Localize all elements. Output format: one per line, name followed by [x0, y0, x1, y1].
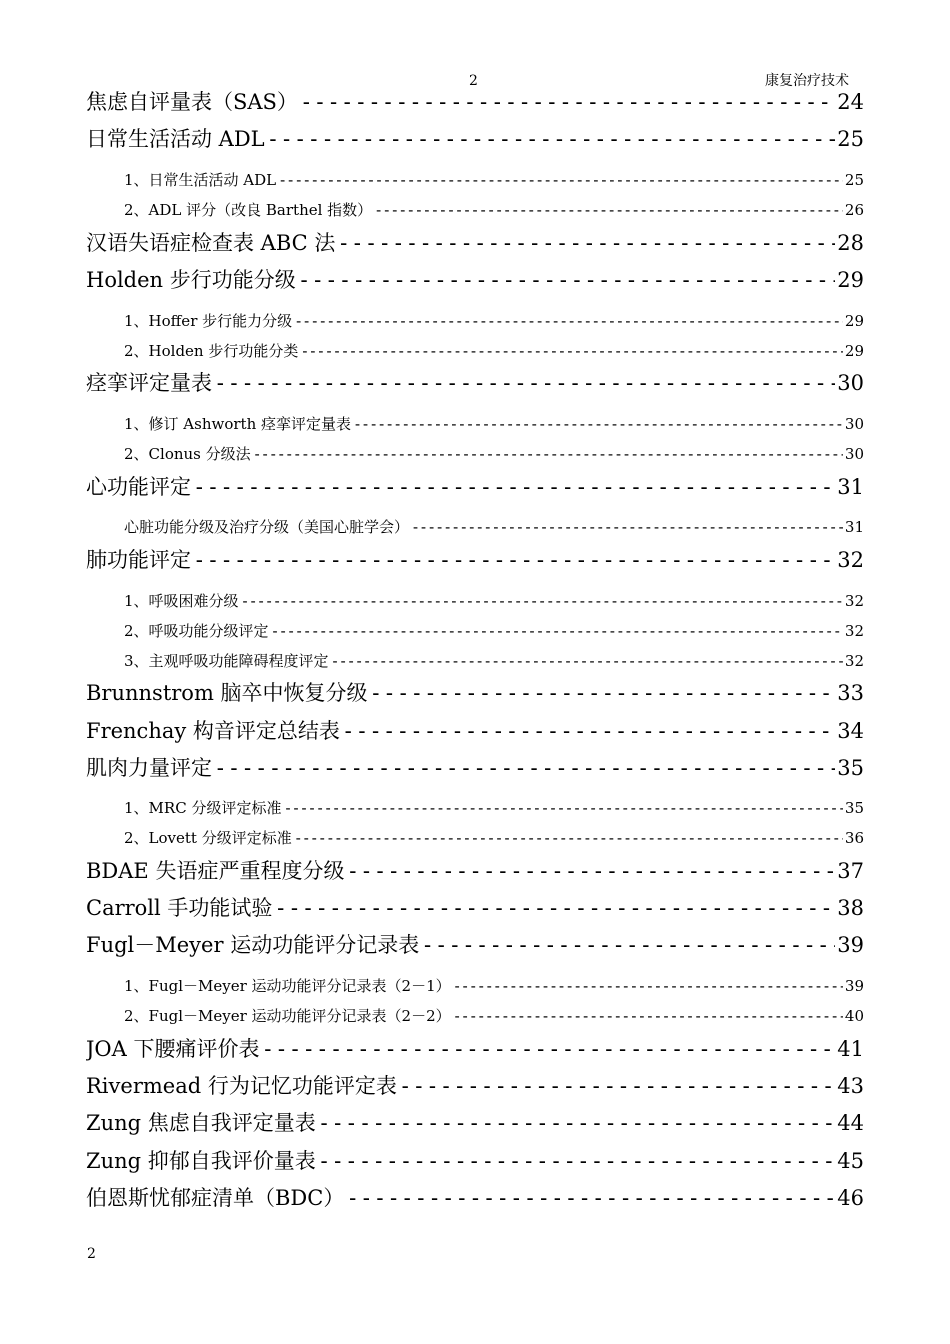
toc-entry-page: 32	[844, 592, 864, 610]
toc-entry-page: 34	[837, 719, 864, 743]
toc-entry-page: 30	[844, 445, 864, 463]
toc-entry-title: 伯恩斯忧郁症清单（BDC）	[86, 1186, 345, 1210]
toc-entry[interactable]	[86, 1034, 864, 1064]
toc-subentry[interactable]	[124, 413, 864, 435]
toc-entry-page: 29	[844, 312, 864, 330]
toc-entry-title: 日常生活活动 ADL	[86, 127, 265, 151]
toc-entry-title: 2、呼吸功能分级评定	[124, 622, 269, 640]
toc-subentry[interactable]	[124, 1005, 864, 1027]
toc-entry-page: 44	[837, 1111, 864, 1135]
toc-entry[interactable]	[86, 472, 864, 502]
dot-leader	[261, 1034, 835, 1064]
toc-entry-page: 25	[844, 171, 864, 189]
toc-entry[interactable]	[86, 678, 864, 708]
dot-leader	[294, 310, 843, 332]
dot-leader	[271, 620, 843, 642]
dot-leader	[193, 545, 835, 575]
dot-leader	[300, 87, 835, 117]
toc-entry-title: Zung 焦虑自我评定量表	[86, 1111, 316, 1135]
toc-subentry[interactable]	[124, 516, 864, 538]
toc-entry-title: Zung 抑郁自我评价量表	[86, 1149, 316, 1173]
toc-entry-page: 35	[837, 756, 864, 780]
toc-entry-title: Fugl－Meyer 运动功能评分记录表	[86, 933, 420, 957]
toc-subentry[interactable]	[124, 340, 864, 362]
header-book-title: 康复治疗技术	[765, 73, 849, 89]
toc-entry-page: 31	[844, 518, 864, 536]
toc-subentry[interactable]	[124, 443, 864, 465]
toc-entry-page: 24	[837, 90, 864, 114]
toc-entry-title: Frenchay 构音评定总结表	[86, 719, 340, 743]
toc-entry-page: 30	[837, 371, 864, 395]
toc-entry-title: 1、Hoffer 步行能力分级	[124, 312, 293, 330]
toc-entry[interactable]	[86, 1108, 864, 1138]
dot-leader	[318, 1146, 836, 1176]
toc-entry-page: 30	[844, 415, 864, 433]
toc-entry-title: BDAE 失语症严重程度分级	[86, 859, 345, 883]
toc-entry-page: 43	[837, 1074, 864, 1098]
dot-leader	[399, 1071, 835, 1101]
toc-entry-page: 32	[844, 652, 864, 670]
dot-leader	[278, 169, 843, 191]
toc-entry-title: 3、主观呼吸功能障碍程度评定	[124, 652, 329, 670]
toc-entry[interactable]	[86, 545, 864, 575]
dot-leader	[283, 797, 842, 819]
toc-subentry[interactable]	[124, 797, 864, 819]
toc-entry-title: 1、MRC 分级评定标准	[124, 799, 282, 817]
toc-entry[interactable]	[86, 753, 864, 783]
toc-subentry[interactable]	[124, 169, 864, 191]
toc-entry-page: 29	[844, 342, 864, 360]
toc-entry-title: 心脏功能分级及治疗分级（美国心脏学会）	[124, 518, 410, 536]
toc-entry-page: 37	[837, 859, 864, 883]
dot-leader	[193, 472, 835, 502]
dot-leader	[370, 678, 836, 708]
toc-entry-page: 33	[837, 681, 864, 705]
toc-entry-page: 45	[837, 1149, 864, 1173]
toc-entry-page: 38	[837, 896, 864, 920]
toc-entry-page: 26	[844, 201, 864, 219]
toc-entry-page: 32	[837, 548, 864, 572]
toc-entry-page: 29	[837, 268, 864, 292]
toc-subentry[interactable]	[124, 975, 864, 997]
dot-leader	[346, 1183, 835, 1213]
toc-subentry[interactable]	[124, 620, 864, 642]
toc-entry-page: 40	[844, 1007, 864, 1025]
dot-leader	[411, 516, 843, 538]
toc-entry[interactable]	[86, 228, 864, 258]
toc-entry[interactable]	[86, 1183, 864, 1213]
dot-leader	[298, 265, 836, 295]
toc-entry[interactable]	[86, 716, 864, 746]
dot-leader	[337, 228, 835, 258]
dot-leader	[214, 368, 835, 398]
toc-entry-title: 2、Holden 步行功能分类	[124, 342, 299, 360]
toc-entry-page: 39	[837, 933, 864, 957]
toc-entry-page: 25	[837, 127, 864, 151]
footer-page-number: 2	[87, 1246, 96, 1262]
toc-entry-title: Brunnstrom 脑卒中恢复分级	[86, 681, 368, 705]
toc-entry[interactable]	[86, 856, 864, 886]
toc-entry-title: 心功能评定	[86, 475, 191, 499]
toc-entry-title: 1、修订 Ashworth 痉挛评定量表	[124, 415, 352, 433]
dot-leader	[453, 975, 843, 997]
dot-leader	[421, 930, 835, 960]
toc-subentry[interactable]	[124, 310, 864, 332]
toc-entry-page: 41	[837, 1037, 864, 1061]
toc-subentry[interactable]	[124, 827, 864, 849]
dot-leader	[374, 199, 843, 221]
toc-entry-title: 肌肉力量评定	[86, 756, 212, 780]
dot-leader	[318, 1108, 836, 1138]
toc-entry-title: 1、呼吸困难分级	[124, 592, 239, 610]
dot-leader	[353, 413, 843, 435]
toc-entry-title: Holden 步行功能分级	[86, 268, 296, 292]
dot-leader	[453, 1005, 843, 1027]
toc-entry-title: 1、日常生活活动 ADL	[124, 171, 277, 189]
toc-entry-page: 35	[844, 799, 864, 817]
toc-entry[interactable]	[86, 87, 864, 117]
toc-entry-title: 焦虑自评量表（SAS）	[86, 90, 298, 114]
toc-entry[interactable]	[86, 368, 864, 398]
dot-leader	[346, 856, 835, 886]
toc-entry-title: 2、Fugl－Meyer 运动功能评分记录表（2－2）	[124, 1007, 451, 1025]
header-page-number: 2	[469, 73, 478, 89]
dot-leader	[274, 893, 835, 923]
toc-entry-title: JOA 下腰痛评价表	[86, 1037, 260, 1061]
toc-entry[interactable]	[86, 124, 864, 154]
toc-entry-title: 1、Fugl－Meyer 运动功能评分记录表（2－1）	[124, 977, 451, 995]
toc-entry-page: 36	[844, 829, 864, 847]
toc-entry[interactable]	[86, 893, 864, 923]
toc-entry[interactable]	[86, 930, 864, 960]
toc-entry-title: 肺功能评定	[86, 548, 191, 572]
toc-entry-title: 2、Clonus 分级法	[124, 445, 251, 463]
toc-entry[interactable]	[86, 1146, 864, 1176]
toc-entry-page: 46	[837, 1186, 864, 1210]
toc-entry-page: 28	[837, 231, 864, 255]
dot-leader	[241, 590, 843, 612]
toc-subentry[interactable]	[124, 650, 864, 672]
dot-leader	[342, 716, 835, 746]
dot-leader	[253, 443, 843, 465]
toc-entry[interactable]	[86, 265, 864, 295]
toc-entry-title: Carroll 手功能试验	[86, 896, 273, 920]
dot-leader	[300, 340, 843, 362]
toc-entry-page: 31	[837, 475, 864, 499]
toc-entry-title: 2、Lovett 分级评定标准	[124, 829, 292, 847]
dot-leader	[267, 124, 836, 154]
toc-entry-page: 32	[844, 622, 864, 640]
toc-subentry[interactable]	[124, 199, 864, 221]
dot-leader	[294, 827, 843, 849]
toc-entry-title: 2、ADL 评分（改良 Barthel 指数）	[124, 201, 373, 219]
dot-leader	[331, 650, 843, 672]
toc-entry[interactable]	[86, 1071, 864, 1101]
toc-entry-title: 痉挛评定量表	[86, 371, 212, 395]
toc-subentry[interactable]	[124, 590, 864, 612]
dot-leader	[214, 753, 835, 783]
toc-entry-page: 39	[844, 977, 864, 995]
toc-entry-title: Rivermead 行为记忆功能评定表	[86, 1074, 397, 1098]
toc-entry-title: 汉语失语症检查表 ABC 法	[86, 231, 336, 255]
